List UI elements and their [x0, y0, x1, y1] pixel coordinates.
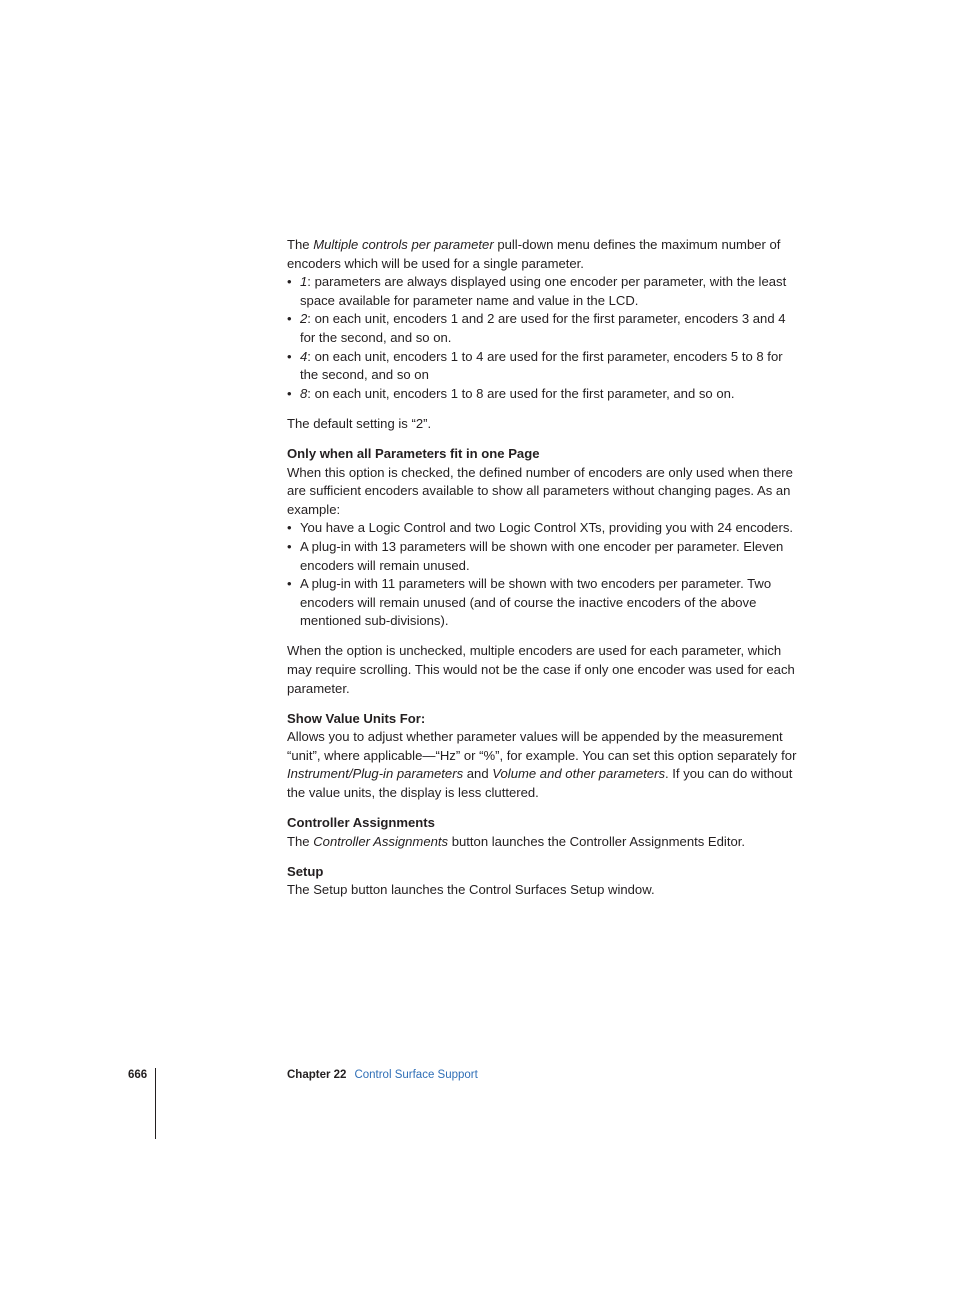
default-setting-text: The default setting is “2”. [287, 415, 432, 431]
intro-paragraph: The Multiple controls per parameter pull-down menu defines the maximum number of encoders which will be used for a single parameter. [287, 237, 781, 271]
chapter-title-link[interactable]: Control Surface Support [354, 1069, 478, 1081]
section-heading-units: Show Value Units For: [287, 710, 426, 726]
section-body-fit: When this option is checked, the defined number of encoders are only used when there are sufficient encoders available to show all parameters without changing pages. As an example: [287, 464, 793, 517]
list-item: • A plug-in with 13 parameters will be shown with one encoder per parameter. Eleven encoders will remain unused. [287, 538, 799, 575]
list-item: • A plug-in with 11 parameters will be shown with two encoders per parameter. Two encoders will remain unused (and of course the inactive encoders of the above mentioned sub-divisions). [287, 575, 799, 631]
footer-chapter [287, 1069, 478, 1081]
section-body-assignments: The Controller Assignments button launches the Controller Assignments Editor. [287, 833, 746, 849]
footer-divider [155, 1068, 156, 1139]
page-content [287, 236, 799, 900]
encoder-options-list [287, 273, 799, 403]
intro-menu-name: Multiple controls per parameter [313, 237, 494, 252]
list-item: • 8: on each unit, encoders 1 to 8 are used for the first parameter, and so on. [287, 385, 799, 404]
section-heading-fit: Only when all Parameters fit in one Page [287, 445, 540, 461]
section-heading-assignments: Controller Assignments [287, 815, 435, 831]
list-item: • 1: parameters are always displayed using one encoder per parameter, with the least space available for parameter name and value in the LCD. [287, 273, 799, 310]
list-item: • 4: on each unit, encoders 1 to 4 are used for the first parameter, encoders 5 to 8 for the second, and so on [287, 348, 799, 385]
list-item: • You have a Logic Control and two Logic Control XTs, providing you with 24 encoders. [287, 519, 799, 538]
section-body-units: Allows you to adjust whether parameter values will be appended by the measurement “unit”, where applicable—“Hz” or “%”, for example. You can set this option separately for Instrument/Plug-in parameters and Volume and other parameters. If you can do without the value units, the display is less cluttered. [287, 729, 797, 801]
section-heading-setup: Setup [287, 863, 324, 879]
list-item: • 2: on each unit, encoders 1 and 2 are used for the first parameter, encoders 3 and 4 for the second, and so on. [287, 310, 799, 347]
page-number: 666 [128, 1069, 148, 1081]
section-body-setup: The Setup button launches the Control Surfaces Setup window. [287, 882, 655, 898]
chapter-label: Chapter 22 [287, 1069, 347, 1081]
unchecked-paragraph: When the option is unchecked, multiple encoders are used for each parameter, which may require scrolling. This would not be the case if only one encoder was used for each parameter. [287, 643, 795, 696]
example-list [287, 519, 799, 631]
